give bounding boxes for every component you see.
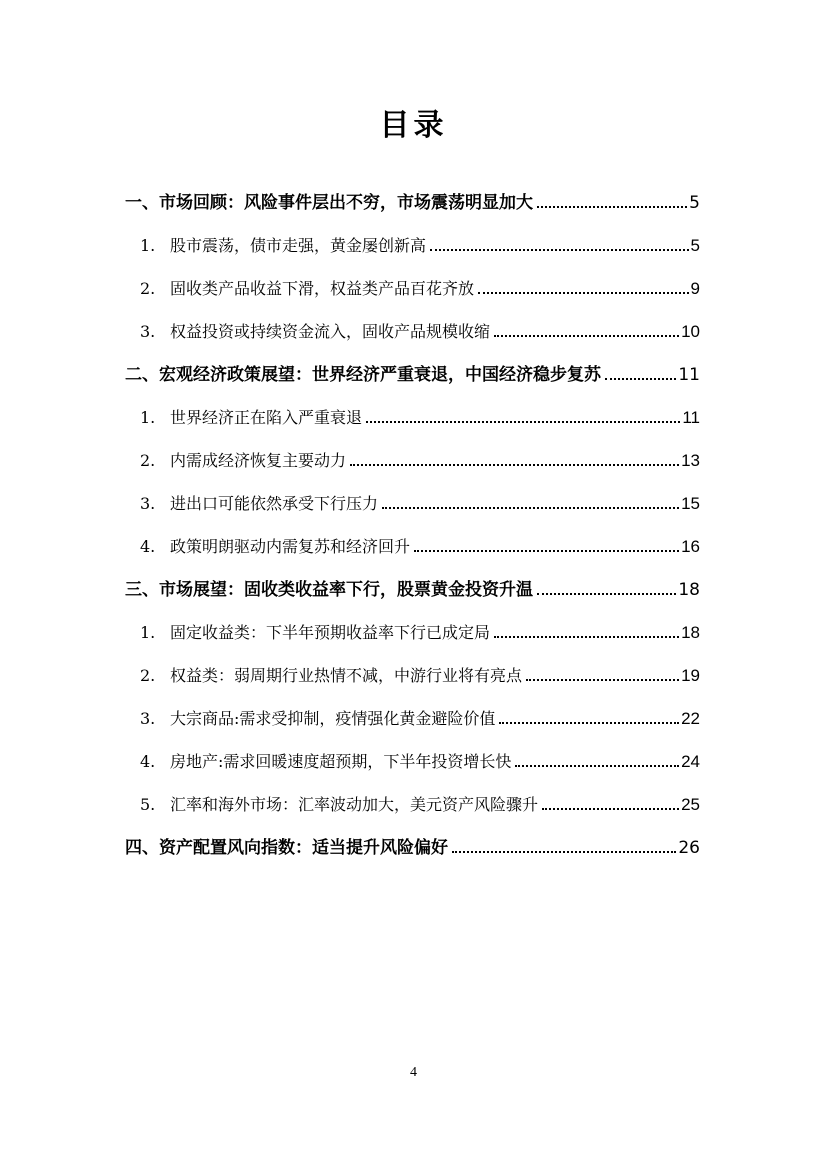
toc-entry-text: 4. 政策明朗驱动内需复苏和经济回升 [140,537,411,556]
toc-page-number: 11 [678,365,700,385]
dot-leader [494,636,679,638]
toc-page-number: 5 [689,193,700,213]
dot-leader [452,851,676,853]
toc-entry-text: 4. 房地产:需求回暖速度超预期，下半年投资增长快 [140,752,512,771]
dot-leader [499,722,679,724]
toc-page-number: 22 [681,709,700,728]
toc-entry-text: 一、市场回顾：风险事件层出不穷，市场震荡明显加大 [125,193,533,213]
toc-entry-text: 1. 股市震荡，债市走强，黄金屡创新高 [140,236,427,255]
toc-entry-level2[interactable] [140,531,700,557]
toc-page-number: 25 [681,795,700,814]
toc-entry-level2[interactable] [140,445,700,471]
toc-entry-text: 2. 内需成经济恢复主要动力 [140,451,347,470]
toc-entry-level2[interactable] [140,230,700,256]
toc-entry-level2[interactable] [140,488,700,514]
dot-leader [430,249,689,251]
toc-page-number: 18 [681,623,700,642]
toc-entry-level2[interactable] [140,316,700,342]
dot-leader [382,507,679,509]
dot-leader [515,765,679,767]
toc-entry-level2[interactable] [140,660,700,686]
dot-leader [494,335,679,337]
dot-leader [537,206,687,208]
dot-leader [366,421,680,423]
toc-entry-text: 3. 进出口可能依然承受下行压力 [140,494,379,513]
toc-entry-level1[interactable] [125,359,700,385]
toc-page-number: 26 [678,838,700,858]
toc-entry-text: 3. 大宗商品:需求受抑制，疫情强化黄金避险价值 [140,709,496,728]
dot-leader [478,292,689,294]
toc-entry-level2[interactable] [140,402,700,428]
toc-page-number: 19 [681,666,700,685]
toc-entry-level1[interactable] [125,187,700,213]
toc-entry-level1[interactable] [125,832,700,858]
toc-entry-level1[interactable] [125,574,700,600]
toc-entry-text: 二、宏观经济政策展望：世界经济严重衰退，中国经济稳步复苏 [125,365,601,385]
dot-leader [537,593,676,595]
toc-page-number: 16 [681,537,700,556]
toc-entry-level2[interactable] [140,789,700,815]
dot-leader [605,378,676,380]
toc-page-number: 13 [681,451,700,470]
toc-entry-text: 3. 权益投资或持续资金流入，固收产品规模收缩 [140,322,491,341]
toc-page-number: 10 [681,322,700,341]
dot-leader [350,464,679,466]
toc-entry-text: 1. 世界经济正在陷入严重衰退 [140,408,363,427]
toc-page-number: 5 [690,236,700,255]
toc-entry-text: 5. 汇率和海外市场：汇率波动加大，美元资产风险骤升 [140,795,539,814]
toc-entry-level2[interactable] [140,617,700,643]
toc-entry-level2[interactable] [140,746,700,772]
toc-page-number: 15 [681,494,700,513]
toc-entry-level2[interactable] [140,703,700,729]
toc-entry-text: 三、市场展望：固收类收益率下行，股票黄金投资升温 [125,580,533,600]
toc-page-number: 9 [690,279,700,298]
page-number: 4 [410,1065,417,1080]
dot-leader [542,808,679,810]
toc-entry-text: 四、资产配置风向指数：适当提升风险偏好 [125,838,448,858]
toc-entry-text: 1. 固定收益类：下半年预期收益率下行已成定局 [140,623,491,642]
toc-page-number: 24 [681,752,700,771]
dot-leader [414,550,679,552]
toc-page-number: 18 [678,580,700,600]
toc-entry-text: 2. 权益类：弱周期行业热情不减，中游行业将有亮点 [140,666,523,685]
toc-entry-level2[interactable] [140,273,700,299]
toc-page-number: 11 [682,408,700,427]
toc-title: 目录 [379,108,448,143]
dot-leader [526,679,679,681]
toc-entry-text: 2. 固收类产品收益下滑，权益类产品百花齐放 [140,279,475,298]
